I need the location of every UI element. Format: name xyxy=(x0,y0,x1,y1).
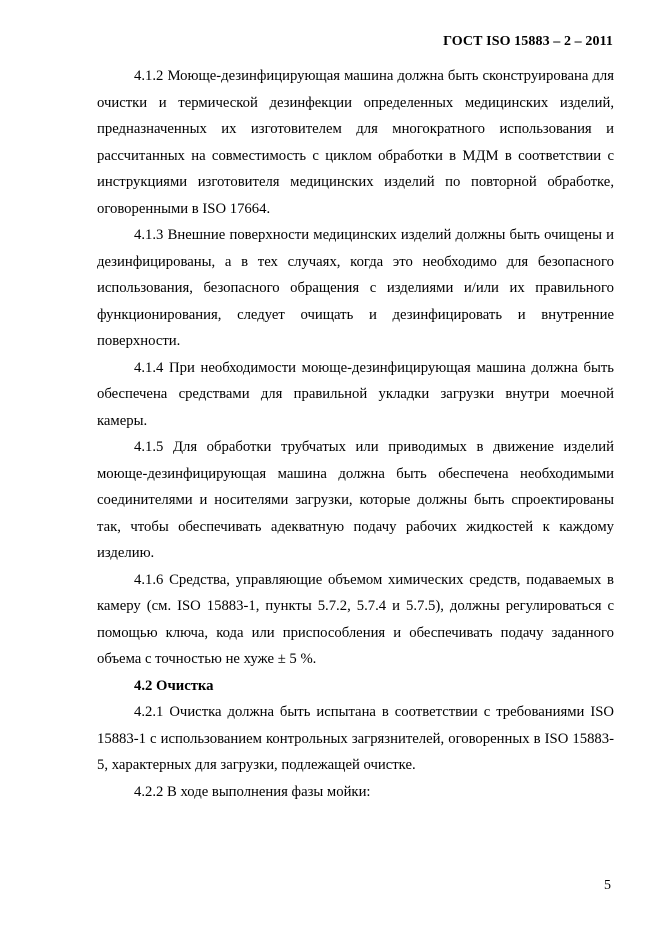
paragraph-4-1-3: 4.1.3 Внешние поверхности медицинских изделий должны быть очищены и дезинфицированы, а в тех случаях, когда это необходимо для безопасного использования, безопасного обращения с изделиями и/или их правильного функционирования, следует очищать и дезинфицировать и внутренние поверхности. xyxy=(97,227,614,349)
document-header: ГОСТ ISO 15883 – 2 – 2011 xyxy=(443,34,613,49)
paragraph-4-2-2: 4.2.2 В ходе выполнения фазы мойки: xyxy=(134,783,371,800)
section-heading-4-2: 4.2 Очистка xyxy=(134,677,214,694)
paragraph-4-1-5: 4.1.5 Для обработки трубчатых или приводимых в движение изделий моюще-дезинфицирующая машина должна быть обеспечена необходимыми соединителями и носителями загрузки, которые должны быть спроектированы так, чтобы обеспечивать адекватную подачу рабочих жидкостей к каждому изделию. xyxy=(97,439,614,561)
paragraph-4-1-2: 4.1.2 Моюще-дезинфицирующая машина должна быть сконструирована для очистки и термической дезинфекции определенных медицинских изделий, предназначенных их изготовителем для многократного использования и рассчитанных на совместимость с циклом обработки в МДМ в соответствии с инструкциями изготовителя медицинских изделий по повторной обработке, оговоренными в ISO 17664. xyxy=(97,68,614,217)
document-body xyxy=(97,63,614,805)
paragraph-4-1-6: 4.1.6 Средства, управляющие объемом химических средств, подаваемых в камеру (см. ISO 15883-1, пункты 5.7.2, 5.7.4 и 5.7.5), должны регулироваться с помощью ключа, кода или приспособления и обеспечивать подачу заданного объема с точностью не хуже ± 5 %. xyxy=(97,571,614,667)
paragraph-4-2-1: 4.2.1 Очистка должна быть испытана в соответствии с требованиями ISO 15883-1 с использованием контрольных загрязнителей, оговоренных в ISO 15883-5, характерных для загрузки, подлежащей очистке. xyxy=(97,704,614,773)
paragraph-4-1-4: 4.1.4 При необходимости моюще-дезинфицирующая машина должна быть обеспечена средствами для правильной укладки загрузки внутри моечной камеры. xyxy=(97,359,614,429)
page-number: 5 xyxy=(604,878,611,893)
